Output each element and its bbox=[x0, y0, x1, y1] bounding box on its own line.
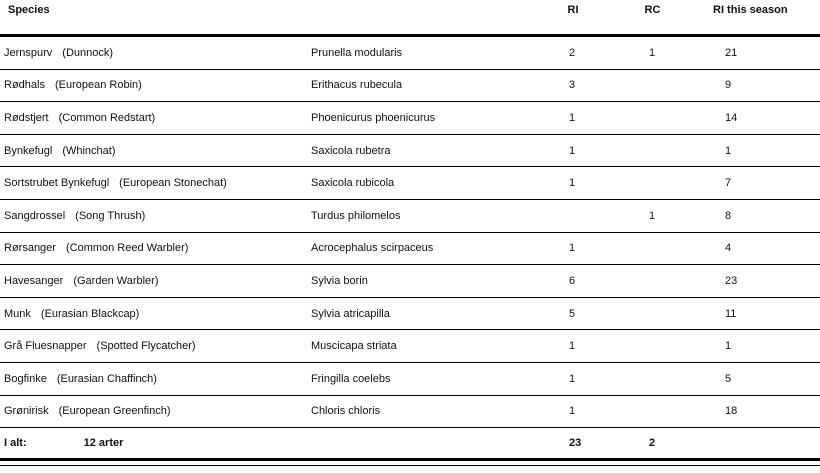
species-local-name: Munk bbox=[4, 307, 31, 320]
species-english-name: (Eurasian Blackcap) bbox=[40, 307, 140, 320]
ri-value: 5 bbox=[540, 297, 606, 330]
table-row bbox=[0, 167, 820, 200]
table-row bbox=[0, 265, 820, 298]
species-english-name: (Whinchat) bbox=[62, 144, 116, 157]
rc-value bbox=[606, 395, 699, 428]
species-latin-name: Muscicapa striata bbox=[307, 330, 540, 363]
ri-value: 1 bbox=[540, 362, 606, 395]
species-name-cell bbox=[0, 232, 307, 265]
ri-value: 1 bbox=[540, 330, 606, 363]
species-latin-name: Erithacus rubecula bbox=[307, 69, 540, 102]
species-latin-name: Prunella modularis bbox=[307, 36, 540, 70]
header-ri-season: RI this season bbox=[699, 0, 820, 36]
species-latin-name: Fringilla coelebs bbox=[307, 362, 540, 395]
table-row bbox=[0, 102, 820, 135]
totals-species-count: 12 arter bbox=[83, 437, 124, 450]
species-name-cell bbox=[0, 69, 307, 102]
ri-value: 3 bbox=[540, 69, 606, 102]
totals-row bbox=[0, 428, 820, 460]
totals-label: I alt: bbox=[4, 437, 27, 450]
species-name-cell bbox=[0, 265, 307, 298]
ri-season-value: 9 bbox=[699, 69, 820, 102]
totals-season-empty bbox=[699, 428, 820, 460]
species-name-cell bbox=[0, 36, 307, 70]
species-name-cell bbox=[0, 362, 307, 395]
species-local-name: Grå Fluesnapper bbox=[4, 340, 87, 353]
table-row bbox=[0, 297, 820, 330]
rc-value: 1 bbox=[606, 199, 699, 232]
header-row bbox=[0, 0, 820, 36]
species-local-name: Rørsanger bbox=[4, 242, 56, 255]
species-local-name: Sangdrossel bbox=[4, 209, 66, 222]
species-name-cell bbox=[0, 395, 307, 428]
ri-season-value: 5 bbox=[699, 362, 820, 395]
species-name-cell bbox=[0, 199, 307, 232]
species-english-name: (Song Thrush) bbox=[75, 209, 146, 222]
ri-season-value: 21 bbox=[699, 36, 820, 70]
table-row bbox=[0, 395, 820, 428]
species-latin-name: Chloris chloris bbox=[307, 395, 540, 428]
species-english-name: (Eurasian Chaffinch) bbox=[56, 372, 157, 385]
rc-value bbox=[606, 297, 699, 330]
species-english-name: (Spotted Flycatcher) bbox=[96, 340, 196, 353]
ri-season-value: 7 bbox=[699, 167, 820, 200]
bottom-rule bbox=[0, 465, 820, 466]
header-species: Species bbox=[0, 0, 540, 36]
species-latin-name: Turdus philomelos bbox=[307, 199, 540, 232]
ri-season-value: 8 bbox=[699, 199, 820, 232]
rc-value bbox=[606, 102, 699, 135]
rc-value bbox=[606, 134, 699, 167]
rc-value bbox=[606, 69, 699, 102]
ri-season-value: 4 bbox=[699, 232, 820, 265]
species-latin-name: Sylvia atricapilla bbox=[307, 297, 540, 330]
rc-value bbox=[606, 330, 699, 363]
ri-value: 1 bbox=[540, 102, 606, 135]
header-ri: RI bbox=[540, 0, 606, 36]
species-local-name: Jernspurv bbox=[4, 46, 53, 59]
ri-season-value: 1 bbox=[699, 330, 820, 363]
species-latin-name: Acrocephalus scirpaceus bbox=[307, 232, 540, 265]
table-row bbox=[0, 134, 820, 167]
species-english-name: (Garden Warbler) bbox=[73, 274, 159, 287]
ri-value: 1 bbox=[540, 134, 606, 167]
ri-season-value: 11 bbox=[699, 297, 820, 330]
species-latin-name: Saxicola rubetra bbox=[307, 134, 540, 167]
species-name-cell bbox=[0, 102, 307, 135]
ri-season-value: 1 bbox=[699, 134, 820, 167]
species-english-name: (European Robin) bbox=[54, 79, 142, 92]
rc-value bbox=[606, 167, 699, 200]
table-row bbox=[0, 330, 820, 363]
species-name-cell bbox=[0, 297, 307, 330]
ri-value: 2 bbox=[540, 36, 606, 70]
totals-latin-empty bbox=[307, 428, 540, 460]
species-local-name: Havesanger bbox=[4, 274, 64, 287]
species-english-name: (Dunnock) bbox=[62, 46, 114, 59]
species-latin-name: Sylvia borin bbox=[307, 265, 540, 298]
table-row bbox=[0, 69, 820, 102]
species-latin-name: Saxicola rubicola bbox=[307, 167, 540, 200]
species-english-name: (Common Redstart) bbox=[58, 111, 156, 124]
ri-value: 1 bbox=[540, 232, 606, 265]
rc-value bbox=[606, 362, 699, 395]
rc-value: 1 bbox=[606, 36, 699, 70]
header-rc: RC bbox=[606, 0, 699, 36]
ri-value bbox=[540, 199, 606, 232]
table-row bbox=[0, 232, 820, 265]
species-english-name: (Common Reed Warbler) bbox=[65, 242, 189, 255]
ri-season-value: 14 bbox=[699, 102, 820, 135]
species-local-name: Bynkefugl bbox=[4, 144, 53, 157]
totals-label-cell bbox=[0, 428, 307, 460]
species-name-cell bbox=[0, 167, 307, 200]
ri-season-value: 23 bbox=[699, 265, 820, 298]
ri-value: 1 bbox=[540, 167, 606, 200]
species-local-name: Rødstjert bbox=[4, 111, 49, 124]
species-name-cell bbox=[0, 134, 307, 167]
table-row bbox=[0, 36, 820, 70]
ri-season-value: 18 bbox=[699, 395, 820, 428]
table-row bbox=[0, 199, 820, 232]
species-latin-name: Phoenicurus phoenicurus bbox=[307, 102, 540, 135]
species-local-name: Bogfinke bbox=[4, 372, 47, 385]
species-local-name: Sortstrubet Bynkefugl bbox=[4, 177, 110, 190]
table-row bbox=[0, 362, 820, 395]
species-english-name: (European Stonechat) bbox=[119, 177, 227, 190]
species-name-cell bbox=[0, 330, 307, 363]
species-local-name: Rødhals bbox=[4, 79, 45, 92]
ri-value: 6 bbox=[540, 265, 606, 298]
totals-rc: 2 bbox=[606, 428, 699, 460]
totals-ri: 23 bbox=[540, 428, 606, 460]
species-local-name: Grønirisk bbox=[4, 405, 49, 418]
rc-value bbox=[606, 232, 699, 265]
rc-value bbox=[606, 265, 699, 298]
ri-value: 1 bbox=[540, 395, 606, 428]
species-english-name: (European Greenfinch) bbox=[58, 405, 171, 418]
